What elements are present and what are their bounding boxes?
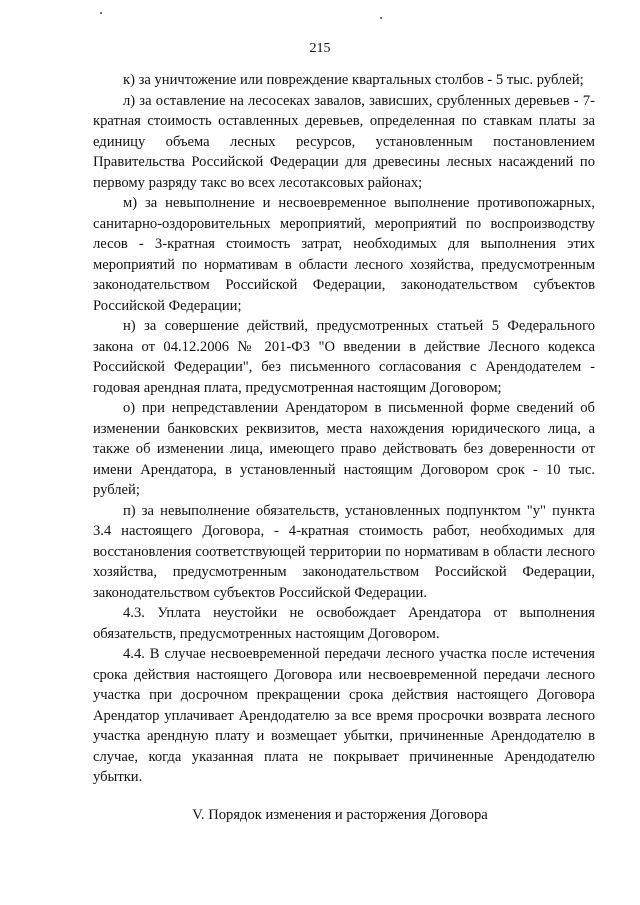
page-number: 215 (309, 41, 331, 56)
paragraph-l: л) за оставление на лесосеках завалов, зависших, срубленных деревьев - 7-кратная стоимость оставленных деревьев, определенная по ставкам платы за единицу объема лесных ресурсов, установленным постановлением Правительства Российской Федерации для древесины лесных насаждений по первому разряду такс во всех лесотаксовых районах; (93, 92, 595, 191)
scan-speck (380, 17, 382, 19)
scan-speck (100, 12, 102, 14)
clause-4-4: 4.4. В случае несвоевременной передачи лесного участка после истечения срока действия настоящего Договора или несвоевременной передачи лесного участка при досрочном прекращении срока действия настоящего Договора Арендатор уплачивает Арендодателю за все время просрочки возврата лесного участка арендную плату и возмещает убытки, причиненные Арендодателю в случае, когда указанная плата не покрывает причиненные Арендодателю убытки. (93, 646, 595, 785)
paragraph-m: м) за невыполнение и несвоевременное выполнение противопожарных, санитарно-оздоровительных мероприятий, мероприятий по воспроизводству лесов - 3-кратная стоимость затрат, необходимых для выполнения этих мероприятий по нормативам в области лесного хозяйства, предусмотренным законодательством Российской Федерации, законодательством субъектов Российской Федерации; (93, 195, 595, 314)
paragraph-p: п) за невыполнение обязательств, установленных подпунктом "у" пункта 3.4 настоящего Договора, - 4-кратная стоимость работ, необходимых для восстановления соответствующей территории по нормативам в области лесного хозяйства, предусмотренным законодательством Российской Федерации, законодательством субъектов Российской Федерации. (93, 502, 595, 601)
paragraph-k: к) за уничтожение или повреждение квартальных столбов - 5 тыс. рублей; (123, 72, 584, 88)
paragraph-n: н) за совершение действий, предусмотренных статьей 5 Федерального закона от 04.12.2006 № 201-ФЗ "О введении в действие Лесного кодекса Российской Федерации", без письменного согласования с Арендодателем - годовая арендная плата, предусмотренная настоящим Договором; (93, 318, 595, 396)
section-heading: V. Порядок изменения и расторжения Договора (192, 807, 488, 823)
paragraph-o: о) при непредставлении Арендатором в письменной форме сведений об изменении банковских реквизитов, места нахождения юридического лица, а также об изменении лица, имеющего право действовать без доверенности от имени Арендатора, в установленный настоящим Договором срок - 10 тыс. рублей; (93, 400, 595, 498)
document-body (93, 70, 595, 788)
clause-4-3: 4.3. Уплата неустойки не освобождает Арендатора от выполнения обязательств, предусмотренных настоящим Договором. (93, 605, 595, 642)
